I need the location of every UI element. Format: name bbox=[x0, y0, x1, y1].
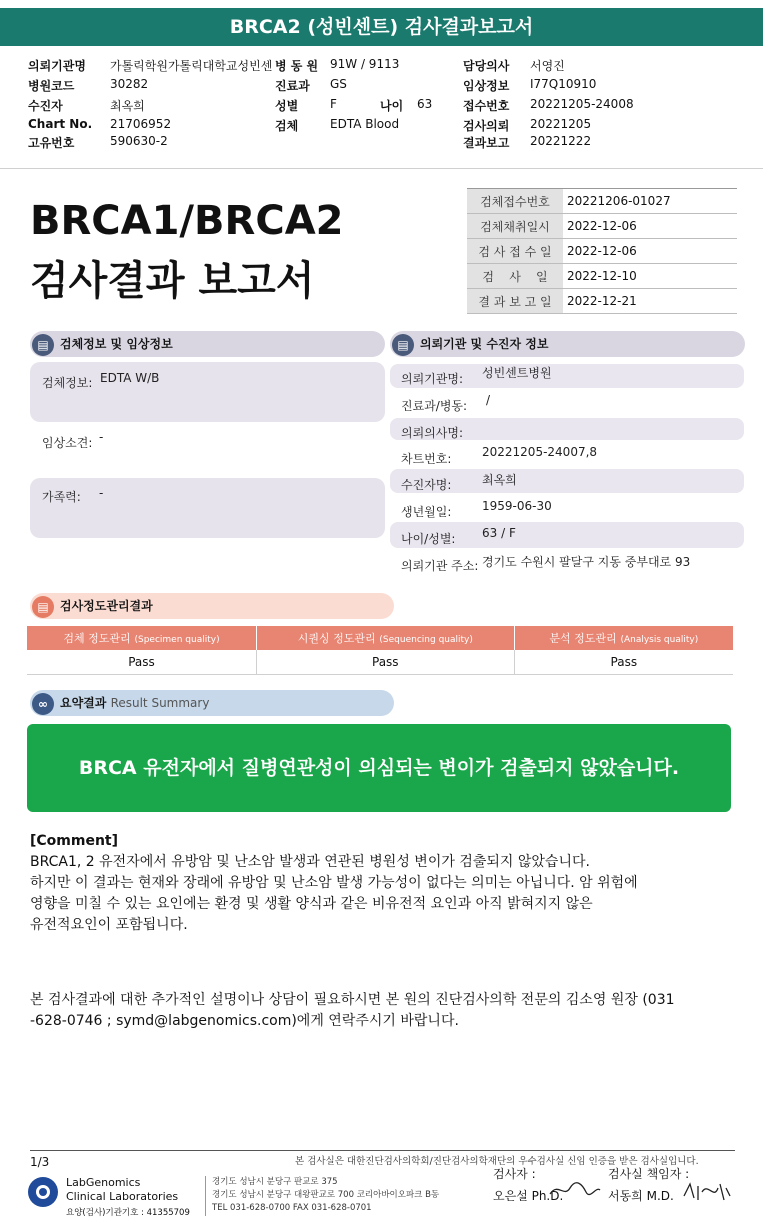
tester-label: 검사자 : bbox=[493, 1167, 536, 1181]
lab-name bbox=[66, 1176, 190, 1220]
qc-header-sub: (Sequencing quality) bbox=[379, 635, 473, 645]
header-label: 접수번호 bbox=[463, 99, 510, 113]
qc-header-sub: (Analysis quality) bbox=[620, 635, 699, 645]
institution-value: 20221205-24007,8 bbox=[482, 445, 598, 459]
receipt-value: 2022-12-21 bbox=[563, 289, 737, 314]
receipt-label: 검 사 접 수 일 bbox=[467, 239, 563, 264]
address-line: 경기도 성남시 분당구 판교로 375 bbox=[212, 1177, 338, 1187]
comment-line: 하지만 이 결과는 현재와 장래에 유방암 및 난소암 발생 가능성이 없다는 의미는 아닙니다. 암 위험에 bbox=[30, 875, 638, 891]
institution-label: 나이/성별: bbox=[401, 532, 456, 546]
contact-line: -628-0746 ; symd@labgenomics.com)에게 연락주시기 바랍니다. bbox=[30, 1013, 459, 1029]
divider bbox=[30, 1150, 735, 1151]
institution-label: 의뢰기관 주소: bbox=[401, 559, 479, 573]
receipt-value: 2022-12-06 bbox=[563, 239, 737, 264]
header-label: 고유번호 bbox=[28, 136, 75, 150]
report-top-title: BRCA2 (성빈센트) 검사결과보고서 bbox=[0, 8, 763, 46]
receipt-value: 2022-12-10 bbox=[563, 264, 737, 289]
tester-name: 오은설 Ph.D. bbox=[493, 1189, 564, 1203]
institution-value: 성빈센트병원 bbox=[482, 366, 552, 380]
header-label: 검체 bbox=[275, 119, 299, 133]
lab-address bbox=[212, 1176, 439, 1215]
institution-label: 생년월일: bbox=[401, 505, 452, 519]
institution-value: 1959-06-30 bbox=[482, 499, 552, 513]
clipboard-icon: ▤ bbox=[32, 596, 54, 618]
header-value: 63 bbox=[417, 97, 433, 111]
header-label: 결과보고 bbox=[463, 136, 510, 150]
receipt-label: 결 과 보 고 일 bbox=[467, 289, 563, 314]
header-label: 검사의뢰 bbox=[463, 119, 510, 133]
header-label: 병원코드 bbox=[28, 79, 75, 93]
table-row bbox=[467, 214, 737, 239]
institution-value: / bbox=[486, 393, 491, 407]
qc-header bbox=[27, 626, 256, 650]
contact-line: 본 검사결과에 대한 추가적인 설명이나 상담이 필요하시면 본 원의 진단검사의학 전문의 김소영 원장 (031 bbox=[30, 992, 675, 1008]
family-box bbox=[30, 478, 385, 538]
qc-header-name: 시퀀싱 정도관리 bbox=[297, 632, 376, 645]
receipt-label: 검 사 일 bbox=[467, 264, 563, 289]
receipt-table bbox=[467, 188, 737, 314]
contact-block bbox=[30, 990, 745, 1032]
section-title: 요약결과 bbox=[60, 696, 107, 710]
director-label: 검사실 책임자 : bbox=[608, 1167, 690, 1181]
header-label: 진료과 bbox=[275, 79, 310, 93]
specimen-section-header bbox=[30, 331, 385, 357]
section-title: 검체정보 및 임상정보 bbox=[60, 337, 173, 351]
qc-header-sub: (Specimen quality) bbox=[134, 635, 220, 645]
comment-heading: [Comment] bbox=[30, 833, 119, 849]
address-line: 경기도 성남시 분당구 대왕판교로 700 코리아바이오파크 B동 bbox=[212, 1190, 440, 1200]
divider bbox=[205, 1176, 206, 1216]
qc-section-header bbox=[30, 593, 394, 619]
institution-label: 의뢰기관명: bbox=[401, 372, 464, 386]
table-row bbox=[467, 264, 737, 289]
qc-table bbox=[27, 626, 733, 675]
director-signature bbox=[680, 1178, 732, 1204]
institution-label: 차트번호: bbox=[401, 452, 452, 466]
qc-header-name: 검체 정도관리 bbox=[63, 632, 131, 645]
table-row bbox=[467, 189, 737, 214]
comment-line: 영향을 미칠 수 있는 요인에는 환경 및 생활 양식과 같은 비유전적 요인과 아직 밝혀지지 않은 bbox=[30, 896, 593, 912]
header-value: GS bbox=[330, 77, 347, 91]
header-label: 나이 bbox=[380, 99, 404, 113]
receipt-label: 검체접수번호 bbox=[467, 189, 563, 214]
qc-result: Pass bbox=[256, 650, 514, 675]
institution-value: 63 / F bbox=[482, 526, 516, 540]
institution-label: 진료과/병동: bbox=[401, 399, 468, 413]
tester-signature bbox=[548, 1178, 602, 1200]
section-title: 검사정도관리결과 bbox=[60, 599, 153, 613]
section-title-en: Result Summary bbox=[110, 696, 210, 710]
divider bbox=[0, 168, 763, 169]
header-label: Chart No. bbox=[28, 117, 93, 131]
specimen-box bbox=[30, 362, 385, 422]
summary-section-header bbox=[30, 690, 394, 716]
comment-line: BRCA1, 2 유전자에서 유방암 및 난소암 발생과 연관된 병원성 변이가 검출되지 않았습니다. bbox=[30, 854, 590, 870]
specimen-value: EDTA W/B bbox=[100, 371, 160, 385]
institution-value: 경기도 수원시 팔달구 지동 중부대로 93 bbox=[482, 555, 691, 569]
header-value: F bbox=[330, 97, 337, 111]
director-name: 서동희 M.D. bbox=[608, 1189, 674, 1203]
comment-line: 유전적요인이 포함됩니다. bbox=[30, 917, 188, 933]
page-number: 1/3 bbox=[30, 1155, 50, 1169]
labgenomics-logo bbox=[27, 1176, 59, 1208]
header-value: 서영진 bbox=[530, 59, 565, 73]
receipt-value: 20221206-01027 bbox=[563, 189, 737, 214]
institution-value: 최옥희 bbox=[482, 473, 517, 487]
header-label: 의뢰기관명 bbox=[28, 59, 86, 73]
qc-header bbox=[514, 626, 733, 650]
report-title bbox=[30, 195, 343, 307]
institution-label: 수진자명: bbox=[401, 478, 452, 492]
header-label: 수진자 bbox=[28, 99, 63, 113]
specimen-label: 검체정보: bbox=[42, 376, 93, 390]
receipt-label: 검체채취일시 bbox=[467, 214, 563, 239]
table-row bbox=[27, 626, 733, 650]
comment-block bbox=[30, 831, 740, 936]
ribbon-icon: ∞ bbox=[32, 693, 54, 715]
header-label: 담당의사 bbox=[463, 59, 510, 73]
qc-result: Pass bbox=[27, 650, 256, 675]
header-value: 20221205 bbox=[530, 117, 592, 131]
section-title: 의뢰기관 및 수진자 정보 bbox=[420, 337, 549, 351]
header-value: 가톨릭학원가톨릭대학교성빈센 bbox=[110, 59, 273, 73]
clinical-value: - bbox=[99, 430, 104, 444]
clipboard-icon: ▤ bbox=[392, 334, 414, 356]
table-row bbox=[27, 650, 733, 675]
institution-label: 의뢰의사명: bbox=[401, 426, 464, 440]
receipt-value: 2022-12-06 bbox=[563, 214, 737, 239]
qc-header-name: 분석 정도관리 bbox=[549, 632, 617, 645]
summary-result: BRCA 유전자에서 질병연관성이 의심되는 변이가 검출되지 않았습니다. bbox=[27, 724, 731, 812]
report-title-line1: BRCA1/BRCA2 bbox=[30, 198, 344, 244]
family-value: - bbox=[99, 486, 104, 500]
header-label: 성별 bbox=[275, 99, 299, 113]
header-value: 91W / 9113 bbox=[330, 57, 400, 71]
clinical-label: 임상소견: bbox=[42, 436, 93, 450]
header-label: 임상정보 bbox=[463, 79, 510, 93]
table-row bbox=[467, 289, 737, 314]
header-value: 20221222 bbox=[530, 134, 592, 148]
phone-line: TEL 031-628-0700 FAX 031-628-0701 bbox=[212, 1203, 372, 1213]
family-label: 가족력: bbox=[42, 490, 81, 504]
lab-name-line2: Clinical Laboratories bbox=[66, 1190, 179, 1203]
header-value: 30282 bbox=[110, 77, 149, 91]
header-value: 590630-2 bbox=[110, 134, 168, 148]
report-title-line2: 검사결과 보고서 bbox=[30, 258, 315, 304]
institution-section-header bbox=[390, 331, 745, 357]
header-value: 20221205-24008 bbox=[530, 97, 634, 111]
header-value: I77Q10910 bbox=[530, 77, 597, 91]
lab-name-line1: LabGenomics bbox=[66, 1176, 141, 1189]
clipboard-icon: ▤ bbox=[32, 334, 54, 356]
header-value: 최옥희 bbox=[110, 99, 145, 113]
header-value: EDTA Blood bbox=[330, 117, 400, 131]
certification-note: 본 검사실은 대한진단검사의학회/진단검사의학재단의 우수검사실 신임 인증을 받은 검사실입니다. bbox=[295, 1156, 699, 1167]
header-label: 병 동 원 bbox=[275, 59, 319, 73]
qc-header bbox=[256, 626, 514, 650]
table-row bbox=[467, 239, 737, 264]
lab-code: 요양(검사)기관기호 : 41355709 bbox=[66, 1208, 190, 1218]
header-value: 21706952 bbox=[110, 117, 172, 131]
qc-result: Pass bbox=[514, 650, 733, 675]
